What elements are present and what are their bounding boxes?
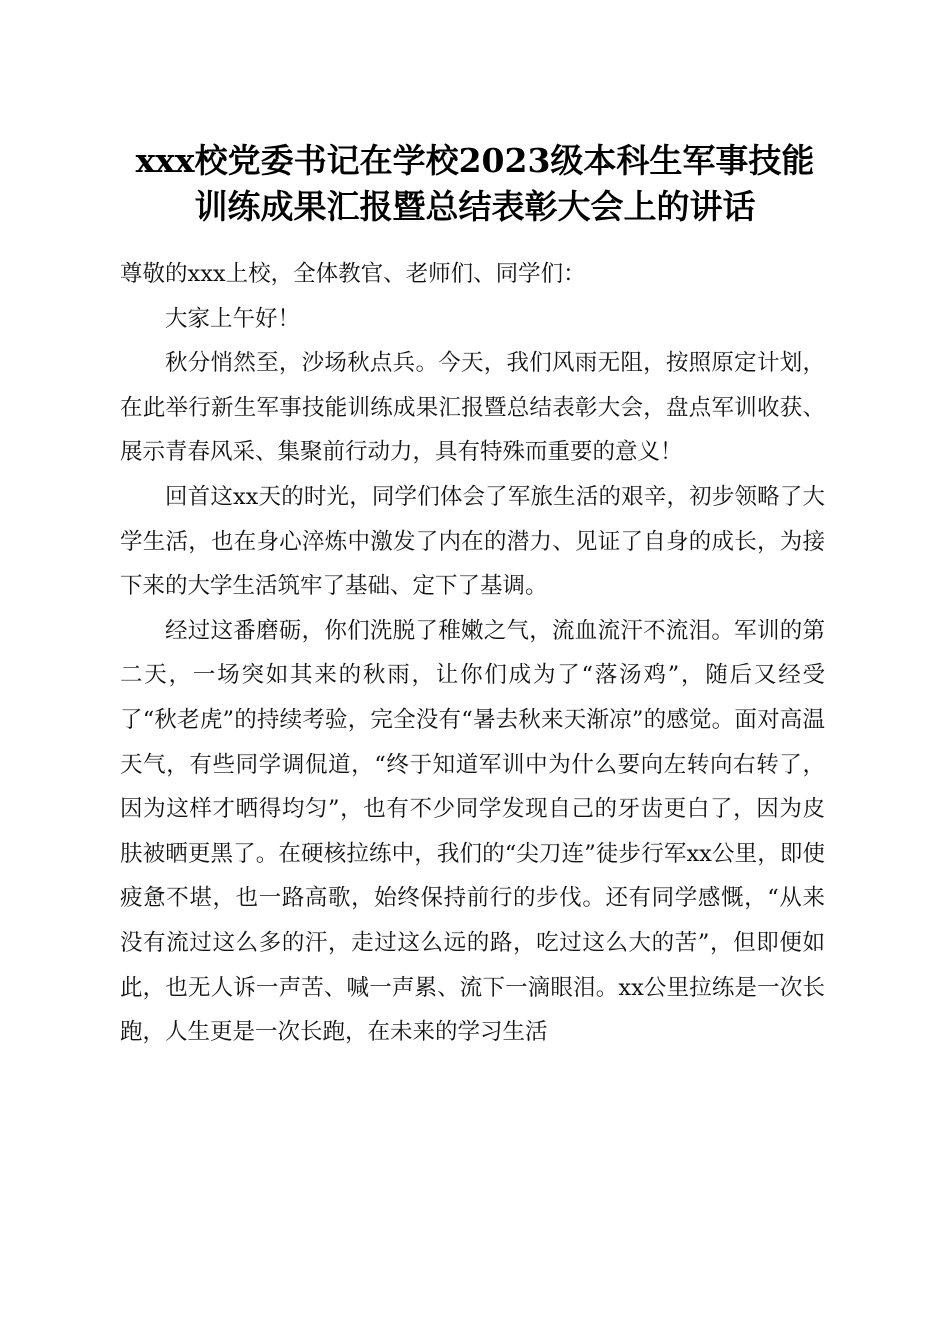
document-title	[90, 138, 860, 230]
paragraph-1: 秋分悄然至，沙场秋点兵。今天，我们风雨无阻，按照原定计划，在此举行新生军事技能训练成果汇报暨总结表彰大会，盘点军训收获、展示青春风采、集聚前行动力，具有特殊而重要的意义！	[120, 350, 825, 466]
paragraph-2: 回首这xx天的时光，同学们体会了军旅生活的艰辛，初步领略了大学生活，也在身心淬炼中激发了内在的潜力、见证了自身的成长，为接下来的大学生活筑牢了基础、定下了基调。	[120, 483, 825, 600]
salutation: 尊敬的xxx上校，全体教官、老师们、同学们：	[120, 261, 586, 287]
greeting: 大家上午好！	[165, 305, 301, 332]
title-line-2: 训练成果汇报暨总结表彰大会上的讲话	[194, 187, 756, 226]
paragraph-3: 经过这番磨砺，你们洗脱了稚嫩之气，流血流汗不流泪。军训的第二天，一场突如其来的秋雨，让你们成为了“落汤鸡”，随后又经受了“秋老虎”的持续考验，完全没有“暑去秋来天渐凉”的感觉。面对高温天气，有些同学调侃道，“终于知道军训中为什么要向左转向右转了，因为这样才晒得均匀”，也有不少同学发现自己的牙齿更白了，因为皮肤被晒更黑了。在硬核拉练中，我们的“尖刀连”徒步行军xx公里，即使疲惫不堪，也一路高歌，始终保持前行的步伐。还有同学感慨，“从来没有流过这么多的汗，走过这么远的路，吃过这么大的苦”，但即便如此，也无人诉一声苦、喊一声累、流下一滴眼泪。xx公里拉练是一次长跑，人生更是一次长跑，在未来的学习生活	[120, 617, 825, 1046]
title-line-1: xxx校党委书记在学校2023级本科生军事技能	[135, 141, 815, 180]
document-body	[120, 252, 825, 1055]
